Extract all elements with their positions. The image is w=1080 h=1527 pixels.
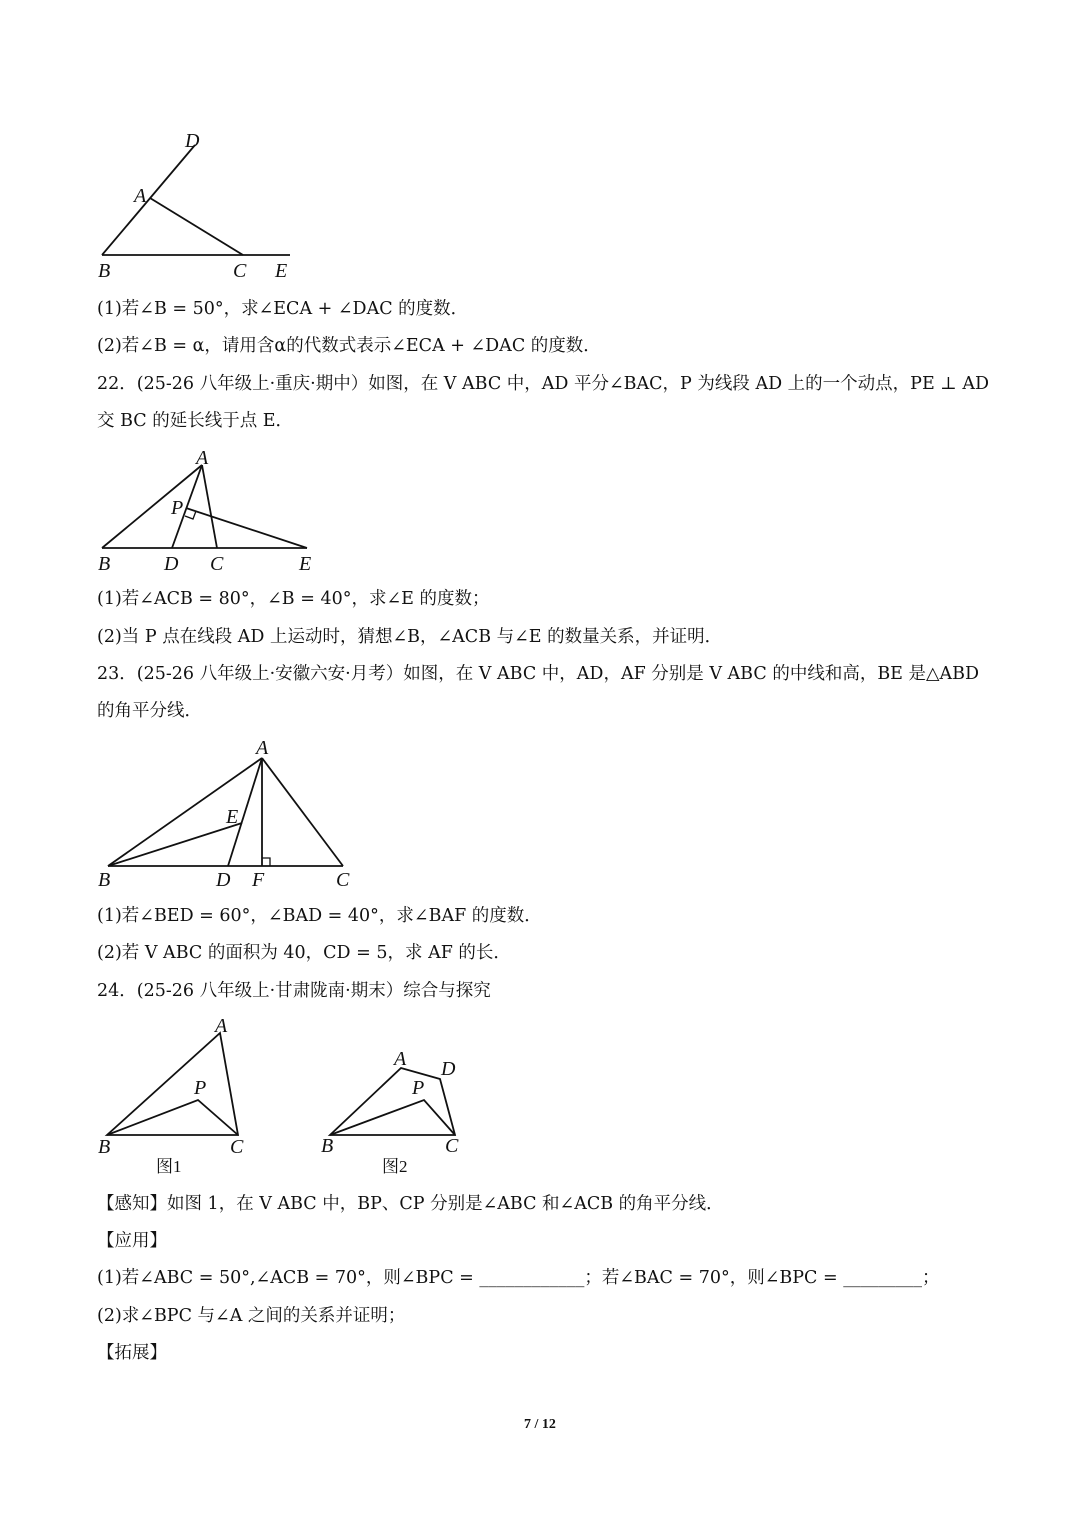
q22-part2: (2)当 P 点在线段 AD 上运动时，猜想∠B，∠ACB 与∠E 的数量关系，并证明． [97, 627, 723, 647]
label-B: B [98, 260, 111, 282]
figure-q24-1 [90, 1010, 260, 1180]
right-angle-mark [262, 858, 270, 866]
q24-extend-heading: 【拓展】 [97, 1343, 167, 1363]
q23-part1: (1)若∠BED = 60°，∠BAD = 40°，求∠BAF 的度数． [97, 906, 542, 926]
q23-stem-line2: 的角平分线． [97, 701, 202, 721]
caption-fig1: 图1 [156, 1157, 182, 1176]
caption-fig2: 图2 [382, 1157, 408, 1176]
label-C: C [210, 553, 224, 575]
q22-part1: (1)若∠ACB = 80°，∠B = 40°，求∠E 的度数； [97, 589, 490, 609]
label-C: C [336, 869, 350, 891]
label-D: D [441, 1058, 456, 1080]
line-AC [202, 465, 217, 548]
label-P: P [412, 1077, 425, 1099]
right-angle-mark [185, 511, 196, 519]
label-E: E [299, 553, 312, 575]
line-AC [262, 758, 343, 866]
label-F: F [252, 869, 265, 891]
line-AC [150, 198, 243, 255]
label-B: B [98, 869, 111, 891]
label-D: D [185, 130, 200, 152]
line-BA [108, 758, 262, 866]
q22-stem-line2: 交 BC 的延长线于点 E． [97, 411, 294, 431]
q24-apply-heading: 【应用】 [97, 1231, 167, 1251]
label-C: C [233, 260, 247, 282]
label-D: D [164, 553, 179, 575]
q21-part1: (1)若∠B = 50°，求∠ECA + ∠DAC 的度数． [97, 299, 469, 319]
label-B: B [98, 553, 111, 575]
q24-perceive: 【感知】如图 1，在 V ABC 中，BP、CP 分别是∠ABC 和∠ACB 的角平分线． [97, 1194, 724, 1214]
label-A: A [394, 1048, 407, 1070]
quadrilateral-ABDC [330, 1068, 455, 1135]
label-A: A [256, 737, 269, 759]
line-PE [186, 508, 307, 548]
line-BE [108, 823, 242, 866]
triangle-ABC [107, 1033, 238, 1135]
figure-q24-2 [315, 1040, 485, 1185]
label-C: C [445, 1135, 459, 1157]
figure-q22 [90, 440, 340, 580]
label-B: B [98, 1136, 111, 1158]
label-D: D [216, 869, 231, 891]
q24-apply-part2: (2)求∠BPC 与∠A 之间的关系并证明； [97, 1306, 406, 1326]
figure-q23 [90, 730, 370, 895]
q21-part2: (2)若∠B = α，请用含α的代数式表示∠ECA + ∠DAC 的度数． [97, 336, 601, 356]
figure-q21 [90, 120, 320, 290]
label-A: A [134, 185, 147, 207]
line-BD [102, 145, 195, 255]
label-E: E [226, 806, 239, 828]
label-E: E [275, 260, 288, 282]
q23-stem-line1: 23．(25-26 八年级上·安徽六安·月考）如图，在 V ABC 中，AD，AF 分别是 V ABC 的中线和高，BE 是△ABD [97, 664, 980, 684]
label-B: B [321, 1135, 334, 1157]
page-number: 7 / 12 [524, 1417, 556, 1432]
q24-title: 24．(25-26 八年级上·甘肃陇南·期末）综合与探究 [97, 981, 491, 1001]
q23-part2: (2)若 V ABC 的面积为 40，CD = 5，求 AF 的长． [97, 943, 511, 963]
q22-stem-line1: 22．(25-26 八年级上·重庆·期中）如图，在 V ABC 中，AD 平分∠BAC，P 为线段 AD 上的一个动点，PE ⊥ AD [97, 374, 989, 394]
label-P: P [171, 497, 184, 519]
label-C: C [230, 1136, 244, 1158]
label-A: A [196, 447, 209, 469]
label-A: A [215, 1015, 228, 1037]
q24-apply-part1: (1)若∠ABC = 50°,∠ACB = 70°，则∠BPC = ____________；若∠BAC = 70°，则∠BPC = _________； [97, 1268, 940, 1288]
label-P: P [194, 1077, 207, 1099]
